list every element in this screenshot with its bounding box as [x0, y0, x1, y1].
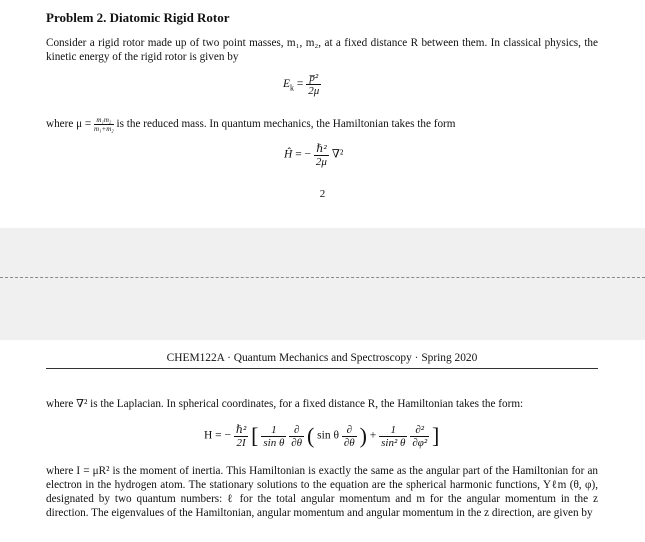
page-gap — [0, 228, 645, 340]
reduced-mass-paragraph — [46, 116, 598, 133]
problem-title: Problem 2. Diatomic Rigid Rotor — [46, 10, 230, 25]
fraction-denominator: 2μ — [315, 156, 327, 168]
inner-sin: sin θ — [317, 429, 339, 442]
running-header: CHEM122A · Quantum Mechanics and Spectroscopy · Spring 2020 — [166, 352, 478, 364]
fraction-numerator: ℏ² — [314, 142, 329, 156]
eq-sign: = − — [295, 148, 312, 161]
left-paren: ( — [306, 423, 315, 448]
right-bracket: ] — [432, 423, 440, 448]
prefactor-fraction — [234, 423, 248, 449]
term2-fraction — [379, 424, 407, 449]
left-bracket: [ — [251, 423, 259, 448]
fraction-denominator: 2μ — [308, 85, 320, 97]
closing-paragraph: where I = μR² is the moment of inertia. This Hamiltonian is exactly the same as the angular part of the Hamiltonian for an electron in the hydrogen atom. The stationary solutions to the equation are the spherical harmonic functions, Yℓm (θ, φ), designated by two quantum numbers: ℓ for the total angular momentum and m for the angular momentum in the z direction. The eigenvalues of the Hamiltonian, angular momentum and angular momentum in the z direction, are given by — [46, 465, 598, 519]
laplacian-paragraph: where ∇² is the Laplacian. In spherical coordinates, for a fixed distance R, the Hamiltonian takes the form: — [46, 398, 524, 410]
page-number: 2 — [319, 188, 326, 200]
plus-sign: + — [369, 429, 377, 442]
eq-lhs: E — [283, 78, 291, 91]
laplacian-operator: ∇² — [331, 148, 344, 161]
partial-theta-fraction-2 — [342, 424, 357, 449]
eq-lhs-sub: k — [290, 83, 295, 93]
eq-lhs: Ĥ — [284, 148, 293, 161]
partial-phi-fraction — [410, 424, 429, 449]
hamiltonian-fraction — [314, 142, 329, 168]
reduced-mass-suffix: is the reduced mass. In quantum mechanics, the Hamiltonian takes the form — [116, 118, 456, 131]
fraction-denominator: sin θ — [263, 436, 285, 449]
kinetic-fraction — [306, 72, 321, 97]
page-break-divider — [0, 277, 645, 278]
fraction-denominator: ∂θ — [343, 436, 355, 449]
fraction-denominator: 2I — [236, 437, 246, 449]
fraction-numerator: p̅² — [306, 72, 321, 85]
fraction-numerator: 1 — [379, 424, 407, 437]
partial-theta-fraction — [289, 424, 304, 449]
term1-fraction — [261, 424, 286, 449]
fraction-numerator: ∂² — [410, 424, 429, 437]
intro-paragraph: Consider a rigid rotor made up of two point masses, m₁, m₂, at a fixed distance R between them. In classical physics, the kinetic energy of the rigid rotor is given by — [46, 37, 598, 63]
right-paren: ) — [359, 423, 367, 448]
hamiltonian-equation — [284, 142, 343, 168]
document-page-3 — [0, 340, 645, 542]
kinetic-energy-equation — [283, 72, 321, 97]
reduced-mass-fraction — [94, 116, 114, 133]
eq-sign: = — [296, 78, 304, 91]
header-rule — [46, 368, 598, 369]
fraction-numerator: ∂ — [289, 424, 304, 437]
eq-lhs: H = − — [204, 429, 232, 442]
fraction-numerator: m₁m₂ — [94, 116, 114, 125]
fraction-denominator: ∂θ — [291, 436, 303, 449]
fraction-denominator: sin² θ — [381, 436, 406, 449]
fraction-numerator: ∂ — [342, 424, 357, 437]
fraction-denominator: ∂φ² — [412, 436, 428, 449]
document-page-2 — [0, 0, 645, 228]
fraction-numerator: 1 — [261, 424, 286, 437]
reduced-mass-prefix: where μ = — [46, 118, 92, 131]
spherical-hamiltonian-equation — [204, 423, 439, 449]
fraction-numerator: ℏ² — [235, 424, 247, 436]
fraction-denominator: m₁+m₂ — [94, 125, 114, 133]
